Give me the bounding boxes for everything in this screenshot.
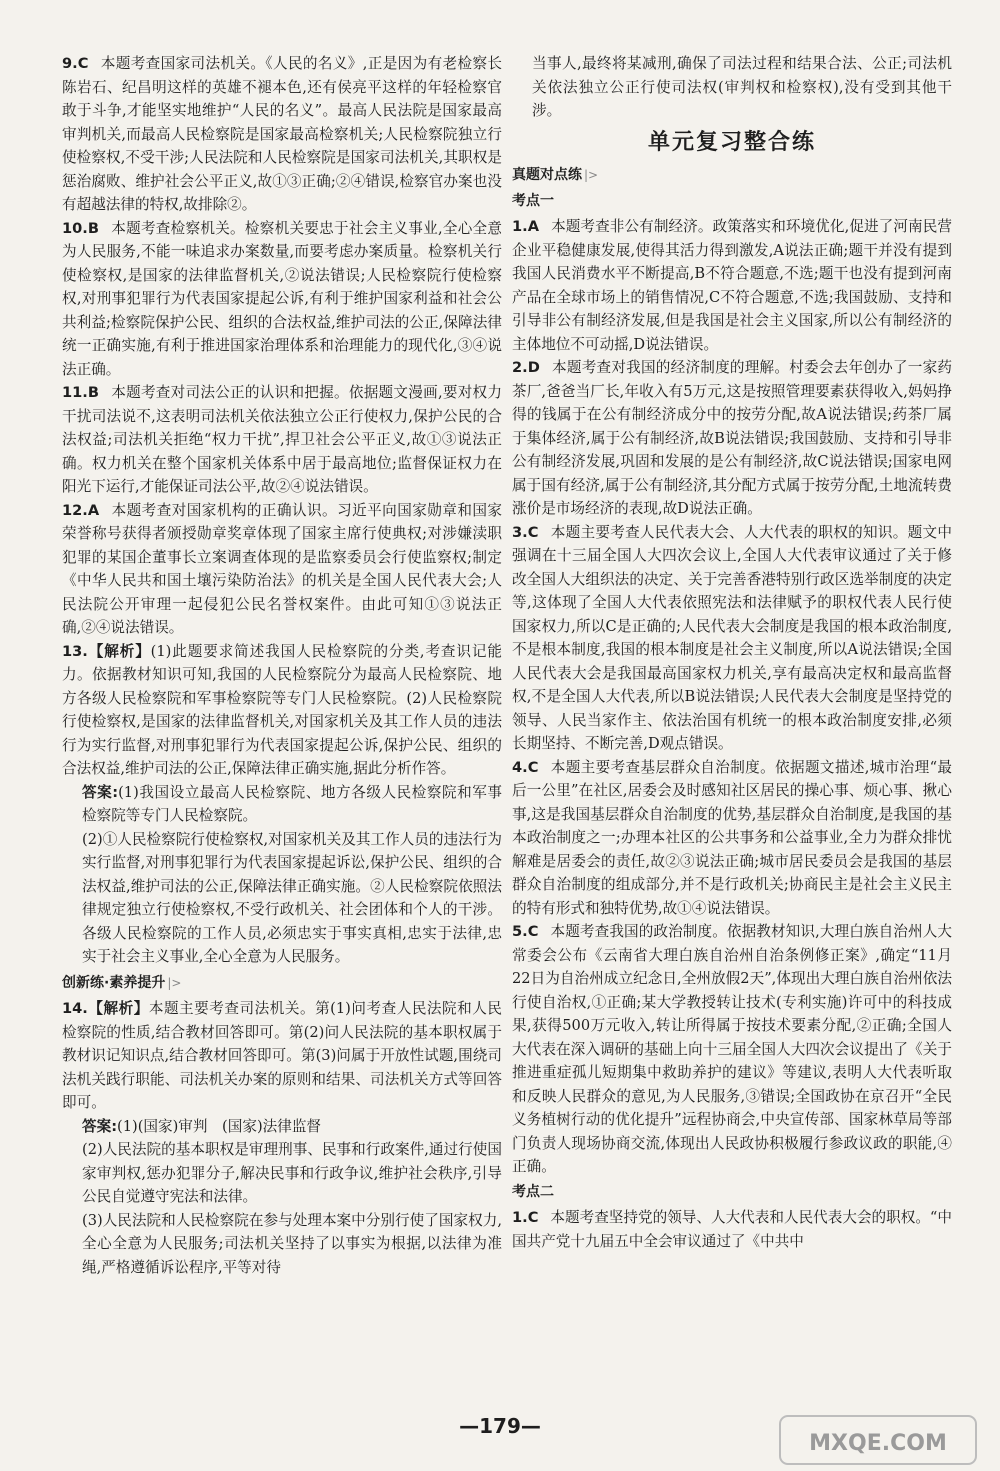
item-analysis: (1)此题要求简述我国人民检察院的分类,考查识记能力。依据教材知识可知,我国的人民检察院分为最高人民检察院、地方各级人民检察院和军事检察院等专门人民检察院。(2)人民检察院行使检察权,是国家的法律监督机关,对国家机关及其工作人员的违法行为实行监督,对刑事犯罪行为代表国家提起公诉,保护公民、组织的合法权益,维护司法的公正,保障法律正确实施,据此分析作答。	[62, 642, 502, 777]
item-answer: B	[87, 219, 99, 237]
heading-mark-icon: |>	[167, 975, 182, 990]
item-number: 1.	[512, 218, 528, 235]
item-number: 14.	[62, 1000, 88, 1017]
analysis-tag: 【解析】	[87, 642, 151, 660]
section-title: 单元复习整合练	[647, 129, 816, 155]
item-number: 4.	[512, 758, 528, 776]
answer-part-1: (1)我国设立最高人民检察院、地方各级人民检察院和军事检察院等专门人民检察院。	[82, 783, 502, 824]
answer-part-2: (2)①人民检察院行使检察权,对国家机关及其工作人员的违法行为实行监督,对刑事犯罪行为代表国家提起诉讼,保护公民、组织的合法权益,维护司法的公正,保障法律正确实施。②人民检察院依照法律规定独立行使检察权,不受行政机关、社会团体和个人的干涉。各级人民检察院的工作人员,必须忠实于事实真相,忠实于法律,忠实于社会主义事业,全心全意为人民服务。	[82, 830, 502, 965]
item-answer: A	[87, 501, 100, 519]
item-explanation: 本题考查对司法公正的认识和把握。依据题文漫画,要对权力干扰司法说不,这表明司法机关依法独立公正行使权力,保护公民的合法权益;司法机关拒绝“权力干扰”,捍卫社会公平正义,故①③说法正确。权力机关在整个国家机关体系中居于最高地位;监督保证权力在阳光下运行,才能保证司法公平,故②④说法错误。	[62, 384, 502, 495]
item-number: 3.	[512, 523, 528, 541]
answer-item-10	[62, 217, 502, 382]
left-column	[62, 52, 502, 1279]
item-explanation: 本题主要考查人民代表大会、人大代表的职权的知识。题文中强调在十三届全国人大四次会议上,全国人大代表审议通过了关于修改全国人大组织法的决定、关于完善香港特别行政区选举制度的决定等,这体现了全国人大代表依照宪法和法律赋予的职权代表人民行使国家权力,所以C是正确的;人民代表大会制度是我国的根本政治制度,不是根本制度,我国的根本制度是社会主义制度,所以A说法错误;全国人民代表大会是我国最高国家权力机关,享有最高决定权和最高监督权,不是全国人大代表,所以B说法错误;人民代表大会制度是坚持党的领导、人民当家作主、依法治国有机统一的根本政治制度安排,必须长期坚持、不断完善,D观点错误。	[512, 523, 952, 752]
item-explanation: 本题考查坚持党的领导、人大代表和人民代表大会的职权。“中国共产党十九届五中全会审议通过了《中共中	[512, 1209, 952, 1250]
item-explanation: 本题考查国家司法机关。《人民的名义》,正是因为有老检察长陈岩石、纪昌明这样的英雄不褪本色,还有侯亮平这样的年轻检察官敢于斗争,才能坚实地维护“人民的名义”。最高人民法院是国家最高审判机关,而最高人民检察院是国家最高检察机关;人民检察院独立行使检察权,不受干涉;人民法院和人民检察院是国家司法机关,其职权是惩治腐败、维护社会公平正义,故①③正确;②④错误,检察官办案也没有超越法律的特权,故排除②。	[62, 55, 502, 213]
answer-item-r6	[512, 1206, 952, 1253]
item-number: 13.	[62, 642, 88, 660]
continuation-text: 当事人,最终将某减刑,确保了司法过程和结果合法、公正;司法机关依法独立公正行使司法权(审判权和检察权),没有受到其他干涉。	[532, 55, 952, 119]
item-number: 10.	[62, 219, 88, 237]
item-number: 1.	[512, 1209, 528, 1226]
item-number: 5.	[512, 923, 528, 940]
item-answer: C	[527, 758, 539, 776]
real-questions-heading-text: 真题对点练	[512, 167, 582, 183]
svg-text:MXQE.COM: MXQE.COM	[809, 1431, 947, 1456]
answer-item-9	[62, 52, 502, 217]
item-explanation: 本题考查对国家机构的正确认识。习近平向国家勋章和国家荣誉称号获得者颁授勋章奖章体现了国家主席行使典权;对涉嫌渎职犯罪的某国企董事长立案调查体现的是监察委员会行使监察权;制定《中华人民共和国土壤污染防治法》的机关是全国人民代表大会;人民法院公开审理一起侵犯公民名誉权案件。由此可知①③说法正确,②④说法错误。	[62, 501, 502, 636]
answer-label: 答案:	[82, 1117, 118, 1135]
right-column	[512, 52, 952, 1253]
answer-part-3: (3)人民法院和人民检察院在参与处理本案中分别行使了国家权力,全心全意为人民服务;司法机关坚持了以事实为根据,以法律为准绳,严格遵循诉讼程序,平等对待	[82, 1211, 502, 1276]
answer-item-14	[62, 997, 502, 1279]
answer-label: 答案:	[82, 783, 119, 801]
item-number: 9.	[62, 55, 78, 72]
answer-part-1: (1)(国家)审判 (国家)法律监督	[117, 1117, 322, 1135]
answer-item-r1	[512, 215, 952, 356]
item-explanation: 本题考查我国的政治制度。依据教材知识,大理白族自治州人大常委会公布《云南省大理白族自治州自治条例修正案》,确定“11月22日为自治州成立纪念日,全州放假2天”,体现出大理白族自治州依法行使自治权,①正确;某大学教授转让技术(专利实施)许可中的科技成果,获得500万元收入,转让所得属于按技术要素分配,②正确;全国人大代表在深入调研的基础上向十三届全国人大四次会议提出了《关于推进重症孤儿短期集中救助养护的建议》等建议,表明人大代表听取和反映人民群众的意见,为人民服务,③错误;全国政协在京召开“全民义务植树行动的优化提升”远程协商会,中央宣传部、国家林草局等部门负责人现场协商交流,体现出人民政协积极履行参政议政的职能,④正确。	[512, 923, 952, 1175]
answer-item-13	[62, 640, 502, 969]
innovation-heading	[62, 972, 502, 996]
item-number: 12.	[62, 501, 88, 519]
item-answer: C	[527, 523, 539, 541]
real-questions-heading	[512, 164, 952, 188]
innovation-heading-text: 创新练·素养提升	[62, 974, 166, 991]
item-explanation: 本题主要考查基层群众自治制度。依据题文描述,城市治理“最后一公里”在社区,居委会及时感知社区居民的操心事、烦心事、揪心事,这是我国基层群众自治制度的优势,基层群众自治制度,是我国的基本政治制度之一;办理本社区的公共事务和公益事业,全力为群众排忧解难是居委会的责任,故②③说法正确;城市居民委员会是我国的基层群众自治制度的组成部分,并不是行政机关;协商民主是社会主义民主的特有形式和独特优势,故①④说法错误。	[512, 758, 952, 917]
answer-part-2: (2)人民法院的基本职权是审理刑事、民事和行政案件,通过行使国家审判权,惩办犯罪分子,解决民事和行政争议,维护社会秩序,引导公民自觉遵守宪法和法律。	[82, 1141, 502, 1205]
item-answer: A	[527, 218, 539, 235]
item-answer: C	[527, 1209, 539, 1226]
answer-item-11	[62, 381, 502, 499]
answer-item-12	[62, 499, 502, 640]
answer-item-r4	[512, 756, 952, 921]
item-answer: B	[87, 384, 99, 401]
item-answer: D	[527, 359, 540, 376]
item-explanation: 本题考查对我国的经济制度的理解。村委会去年创办了一家药茶厂,爸爸当厂长,年收入有5万元,这是按照管理要素获得收入,妈妈挣得的钱属于在公有制经济成分中的按劳分配,故A说法错误;药茶厂属于集体经济,属于公有制经济,故B说法错误;我国鼓励、支持和引导非公有制经济发展,巩固和发展的是公有制经济,故C说法错误;国家电网属于国有经济,属于公有制经济,其分配方式属于按劳分配,土地流转费涨价是市场经济的表现,故D说法正确。	[512, 359, 952, 517]
site-watermark-logo	[778, 1412, 978, 1468]
page-number: —179—	[459, 1414, 541, 1438]
answer-item-r3	[512, 521, 952, 756]
item-answer: C	[77, 55, 89, 72]
heading-mark-icon: |>	[584, 168, 599, 182]
item-number: 11.	[62, 384, 88, 401]
answer-item-r5	[512, 920, 952, 1179]
kaodian-heading-1: 考点一	[512, 192, 554, 209]
item-explanation: 本题考查检察机关。检察机关要忠于社会主义事业,全心全意为人民服务,不能一味追求办案数量,而要考虑办案质量。检察机关行使检察权,是国家的法律监督机关,②说法错误;人民检察院行使检察权,对刑事犯罪行为代表国家提起公诉,有利于维护国家利益和社会公共利益;检察院保护公民、组织的合法权益,维护司法的公正,保障法律统一正确实施,有利于推进国家治理体系和治理能力的现代化,③④说法正确。	[62, 219, 502, 378]
analysis-tag: 【解析】	[87, 1000, 149, 1017]
kaodian-heading-2: 考点二	[512, 1183, 554, 1200]
answer-item-r2	[512, 356, 952, 521]
item-answer: C	[527, 923, 539, 940]
item-number: 2.	[512, 359, 528, 376]
item-analysis: 本题主要考查司法机关。第(1)问考查人民法院和人民检察院的性质,结合教材回答即可。第(2)问人民法院的基本职权属于教材识记知识点,结合教材回答即可。第(3)问属于开放性试题,围绕司法机关践行职能、司法机关办案的原则和结果、司法机关方式等回答即可。	[62, 1000, 502, 1111]
item-explanation: 本题考查非公有制经济。政策落实和环境优化,促进了河南民营企业平稳健康发展,使得其活力得到激发,A说法正确;题干并没有提到我国人民消费水平不断提高,B不符合题意,不选;题干也没有提到河南产品在全球市场上的销售情况,C不符合题意,不选;我国鼓励、支持和引导非公有制经济发展,但是我国是社会主义国家,所以公有制经济的主体地位不可动摇,D说法错误。	[512, 218, 952, 353]
